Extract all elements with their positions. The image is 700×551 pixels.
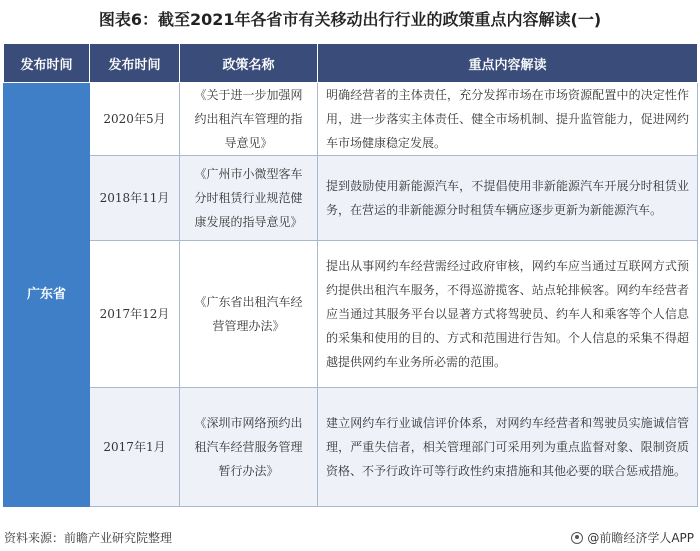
table-row <box>4 241 698 388</box>
policy-name-cell: 《深圳市网络预约出租汽车经营服务管理暂行办法》 <box>180 388 318 507</box>
policy-name-cell: 《广州市小微型客车分时租赁行业规范健康发展的指导意见》 <box>180 156 318 241</box>
header-province: 发布时间 <box>4 44 90 83</box>
chart-title: 图表6：截至2021年各省市有关移动出行行业的政策重点内容解读(一) <box>98 10 602 29</box>
table-row <box>4 388 698 507</box>
table-row <box>4 83 698 156</box>
date-cell: 2017年1月 <box>90 388 180 507</box>
province-cell: 广东省 <box>4 83 90 507</box>
header-date: 发布时间 <box>90 44 180 83</box>
brand-label: @前瞻经济学人APP <box>587 531 694 545</box>
key-content-cell: 提出从事网约车经营需经过政府审核，网约车应当通过互联网方式预约提供出租汽车服务，不得巡游揽客、站点轮排候客。网约车经营者应当通过其服务平台以显著方式将驾驶员、约车人和乘客等个人信息的采集和使用的目的、方式和范围进行告知。个人信息的采集不得超越提供网约车业务所必需的范围。 <box>318 241 698 388</box>
table-row <box>4 156 698 241</box>
table-header-row <box>4 44 698 83</box>
date-cell: 2020年5月 <box>90 83 180 156</box>
header-policy-name: 政策名称 <box>180 44 318 83</box>
key-content-cell: 建立网约车行业诚信评价体系，对网约车经营者和驾驶员实施诚信管理，严重失信者，相关管理部门可采用列为重点监督对象、限制资质资格、不予行政许可等行政性约束措施和其他必要的联合惩戒措施。 <box>318 388 698 507</box>
footer <box>4 526 694 548</box>
key-content-cell: 提到鼓励使用新能源汽车，不提倡使用非新能源汽车开展分时租赁业务，在营运的非新能源分时租赁车辆应逐步更新为新能源汽车。 <box>318 156 698 241</box>
date-cell: 2018年11月 <box>90 156 180 241</box>
brand-credit <box>571 529 694 546</box>
key-content-cell: 明确经营者的主体责任，充分发挥市场在市场资源配置中的决定性作用，进一步落实主体责任、健全市场机制、提升监管能力，促进网约车市场健康稳定发展。 <box>318 83 698 156</box>
header-key-content: 重点内容解读 <box>318 44 698 83</box>
qianzhan-logo-icon <box>571 532 583 544</box>
date-cell: 2017年12月 <box>90 241 180 388</box>
policy-table <box>3 43 698 507</box>
policy-name-cell: 《关于进一步加强网约出租汽车管理的指导意见》 <box>180 83 318 156</box>
policy-name-cell: 《广东省出租汽车经营管理办法》 <box>180 241 318 388</box>
source-note: 资料来源：前瞻产业研究院整理 <box>4 531 173 545</box>
